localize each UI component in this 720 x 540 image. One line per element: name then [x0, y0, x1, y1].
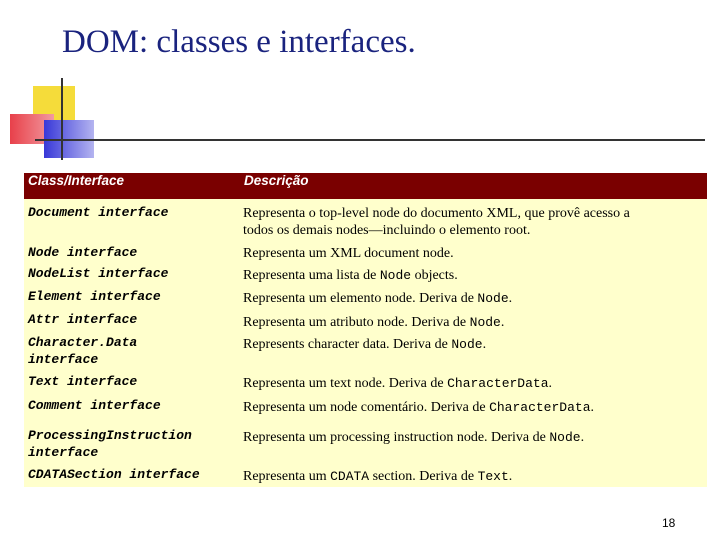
row-cdatasection-desc-text: Representa um	[243, 469, 331, 484]
row-attr-desc-suffix: .	[500, 315, 505, 330]
row-cdatasection-desc-code: CDATA	[330, 469, 370, 484]
row-attr-desc	[243, 314, 504, 331]
row-processinginstruction-desc	[243, 429, 584, 446]
slide-title: DOM: classes e interfaces.	[62, 24, 416, 60]
row-element-desc-text: Representa um elemento node. Deriva de	[243, 291, 478, 306]
row-text-desc-suffix: .	[548, 376, 553, 391]
row-cdatasection-desc-code2: Text	[477, 469, 509, 484]
row-characterdata-desc-code: Node	[451, 337, 483, 352]
row-text-desc-code: CharacterData	[447, 376, 549, 391]
row-processinginstruction-desc-code: Node	[549, 430, 581, 445]
row-nodelist-name: NodeList interface	[28, 266, 169, 281]
row-node-desc-text: Representa um XML document node.	[243, 246, 454, 261]
row-characterdata-desc-suffix: .	[482, 337, 487, 352]
row-cdatasection-desc-suffix: .	[508, 469, 513, 484]
decor-horizontal-line	[35, 139, 705, 141]
row-document-desc-line-1: Representa o top-level node do documento XML, que provê acesso a	[243, 206, 630, 221]
row-text-name: Text interface	[28, 374, 138, 389]
row-comment-name: Comment interface	[28, 398, 161, 413]
row-processinginstruction-desc-suffix: .	[580, 430, 585, 445]
row-element-name: Element interface	[28, 289, 161, 304]
row-characterdata-desc-text: Represents character data. Deriva de	[243, 337, 452, 352]
header-class-interface: Class/Interface	[28, 173, 125, 188]
row-attr-desc-text: Representa um atributo node. Deriva de	[243, 315, 470, 330]
row-processinginstruction-desc-text: Representa um processing instruction node. Deriva de	[243, 430, 550, 445]
row-nodelist-desc	[243, 267, 458, 284]
header-descricao: Descrição	[244, 173, 309, 188]
row-cdatasection-desc	[243, 468, 512, 485]
row-characterdata-name-line-1: Character.Data	[28, 335, 138, 350]
page-number: 18	[662, 516, 676, 530]
row-characterdata-name-line-2: interface	[28, 352, 99, 367]
decor-vertical-line	[61, 78, 63, 160]
row-node-desc	[243, 245, 454, 262]
row-characterdata-desc	[243, 336, 486, 353]
row-characterdata-name	[28, 334, 137, 368]
table-header	[24, 173, 707, 199]
row-comment-desc-code: CharacterData	[489, 400, 591, 415]
row-document-name: Document interface	[28, 205, 169, 220]
row-comment-desc-text: Representa um node comentário. Deriva de	[243, 400, 490, 415]
row-comment-desc	[243, 399, 594, 416]
row-node-name: Node interface	[28, 245, 138, 260]
row-nodelist-desc-text: Representa uma lista de	[243, 268, 380, 283]
row-cdatasection-desc-mid: section. Deriva de	[369, 469, 478, 484]
row-cdatasection-name: CDATASection interface	[28, 467, 200, 482]
row-element-desc	[243, 290, 512, 307]
interfaces-table	[24, 173, 707, 487]
row-document-desc-line-2: todos os demais nodes—incluindo o elemento root.	[243, 223, 531, 238]
row-processinginstruction-name-line-2: interface	[28, 445, 99, 460]
row-processinginstruction-name-line-1: ProcessingInstruction	[28, 428, 192, 443]
row-text-desc-text: Representa um text node. Deriva de	[243, 376, 448, 391]
row-nodelist-desc-suffix: objects.	[411, 268, 458, 283]
row-text-desc	[243, 375, 552, 392]
row-attr-desc-code: Node	[469, 315, 501, 330]
row-element-desc-suffix: .	[508, 291, 513, 306]
row-attr-name: Attr interface	[28, 312, 138, 327]
row-processinginstruction-name	[28, 427, 192, 461]
row-comment-desc-suffix: .	[590, 400, 594, 415]
row-nodelist-desc-code: Node	[379, 268, 412, 283]
row-document-desc	[243, 205, 630, 239]
row-element-desc-code: Node	[477, 291, 509, 306]
